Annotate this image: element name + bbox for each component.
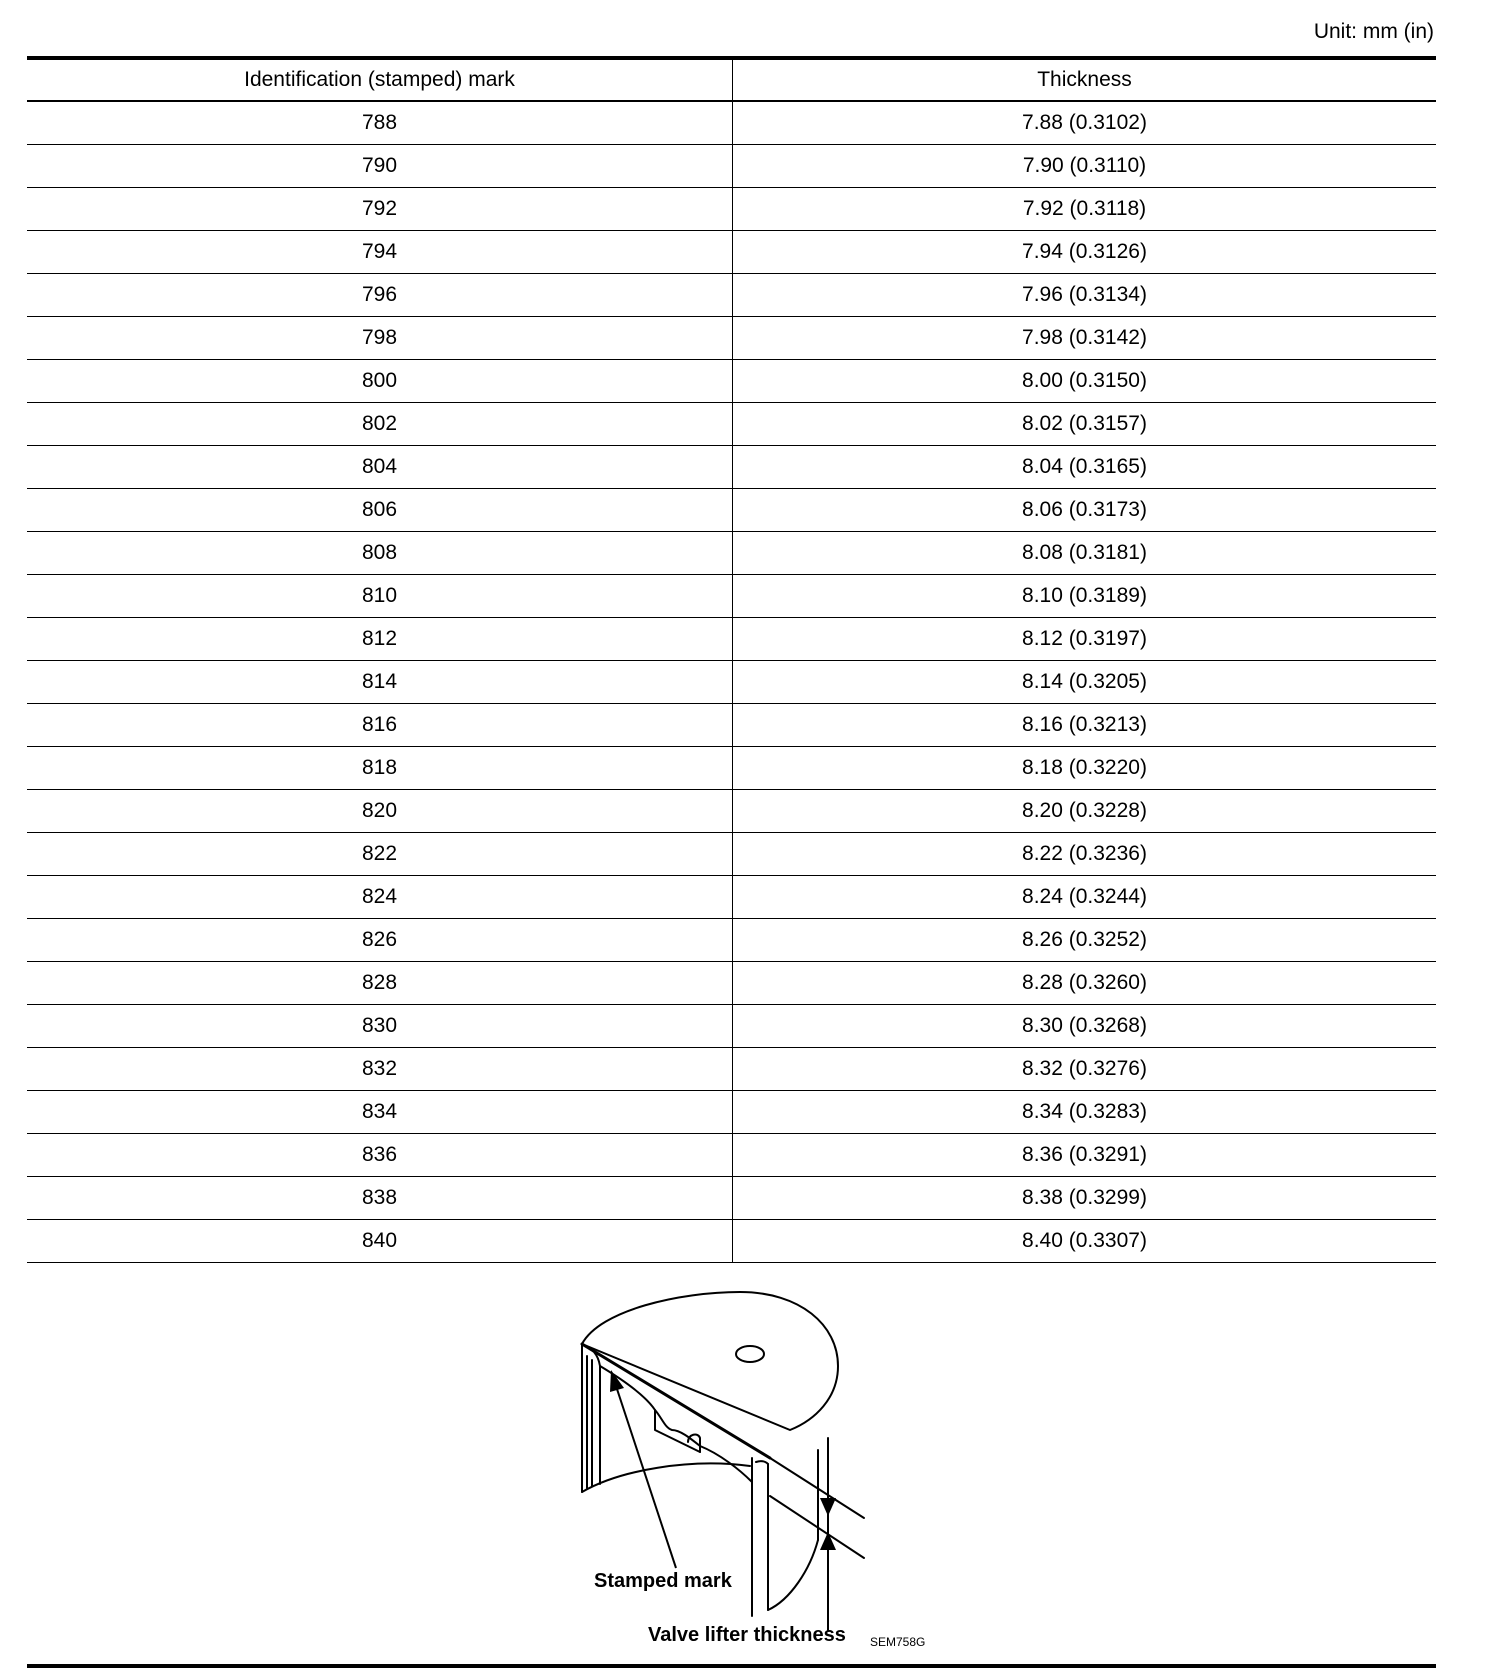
cell-mark: 834	[27, 1091, 733, 1134]
table-row	[27, 532, 1436, 575]
valve-lifter-thickness-table	[27, 56, 1436, 1263]
cell-thickness: 8.22 (0.3236)	[733, 833, 1437, 876]
cell-mark: 806	[27, 489, 733, 532]
cell-thickness: 7.98 (0.3142)	[733, 317, 1437, 360]
cell-mark: 798	[27, 317, 733, 360]
table-row	[27, 618, 1436, 661]
cell-thickness: 8.24 (0.3244)	[733, 876, 1437, 919]
table-row	[27, 747, 1436, 790]
valve-lifter-illustration	[0, 1270, 1504, 1670]
cell-mark: 838	[27, 1177, 733, 1220]
cell-thickness: 8.36 (0.3291)	[733, 1134, 1437, 1177]
cell-mark: 828	[27, 962, 733, 1005]
column-header-mark: Identification (stamped) mark	[27, 58, 733, 101]
table-row	[27, 360, 1436, 403]
valve-lifter-figure	[0, 1270, 1504, 1670]
cell-mark: 836	[27, 1134, 733, 1177]
table-row	[27, 1091, 1436, 1134]
table-row	[27, 101, 1436, 145]
cell-mark: 808	[27, 532, 733, 575]
cell-thickness: 8.26 (0.3252)	[733, 919, 1437, 962]
cell-thickness: 8.32 (0.3276)	[733, 1048, 1437, 1091]
cell-thickness: 8.14 (0.3205)	[733, 661, 1437, 704]
table-row	[27, 317, 1436, 360]
cell-thickness: 8.30 (0.3268)	[733, 1005, 1437, 1048]
cell-mark: 818	[27, 747, 733, 790]
table-row	[27, 833, 1436, 876]
cell-thickness: 8.06 (0.3173)	[733, 489, 1437, 532]
cell-thickness: 8.40 (0.3307)	[733, 1220, 1437, 1263]
cell-mark: 804	[27, 446, 733, 489]
cell-thickness: 8.04 (0.3165)	[733, 446, 1437, 489]
table-row	[27, 231, 1436, 274]
cell-mark: 788	[27, 101, 733, 145]
table-row	[27, 661, 1436, 704]
cell-mark: 820	[27, 790, 733, 833]
cell-mark: 796	[27, 274, 733, 317]
cell-thickness: 8.10 (0.3189)	[733, 575, 1437, 618]
cell-mark: 824	[27, 876, 733, 919]
table-row	[27, 188, 1436, 231]
stamped-mark-label: Stamped mark	[594, 1570, 732, 1592]
table-row	[27, 1048, 1436, 1091]
table-row	[27, 1134, 1436, 1177]
valve-lifter-thickness-label: Valve lifter thickness	[648, 1624, 846, 1646]
cell-thickness: 8.02 (0.3157)	[733, 403, 1437, 446]
cell-mark: 810	[27, 575, 733, 618]
table-body	[27, 101, 1436, 1263]
table-row	[27, 704, 1436, 747]
cell-thickness: 8.20 (0.3228)	[733, 790, 1437, 833]
cell-thickness: 8.00 (0.3150)	[733, 360, 1437, 403]
table-row	[27, 446, 1436, 489]
cell-thickness: 8.18 (0.3220)	[733, 747, 1437, 790]
cell-mark: 826	[27, 919, 733, 962]
table-row	[27, 489, 1436, 532]
cell-mark: 794	[27, 231, 733, 274]
cell-thickness: 8.16 (0.3213)	[733, 704, 1437, 747]
table-row	[27, 274, 1436, 317]
cell-thickness: 7.96 (0.3134)	[733, 274, 1437, 317]
cell-thickness: 8.12 (0.3197)	[733, 618, 1437, 661]
table-row	[27, 962, 1436, 1005]
figure-code: SEM758G	[870, 1635, 926, 1649]
cell-mark: 832	[27, 1048, 733, 1091]
cell-mark: 814	[27, 661, 733, 704]
cell-thickness: 8.38 (0.3299)	[733, 1177, 1437, 1220]
table-row	[27, 876, 1436, 919]
table-row	[27, 575, 1436, 618]
bottom-rule	[27, 1664, 1436, 1668]
cell-mark: 840	[27, 1220, 733, 1263]
cell-thickness: 7.90 (0.3110)	[733, 145, 1437, 188]
table-row	[27, 1005, 1436, 1048]
cell-mark: 816	[27, 704, 733, 747]
column-header-thickness: Thickness	[733, 58, 1437, 101]
table-header-row	[27, 58, 1436, 101]
cell-mark: 830	[27, 1005, 733, 1048]
table-row	[27, 1220, 1436, 1263]
cell-thickness: 7.88 (0.3102)	[733, 101, 1437, 145]
cell-thickness: 8.28 (0.3260)	[733, 962, 1437, 1005]
table-row	[27, 1177, 1436, 1220]
table-row	[27, 145, 1436, 188]
unit-label: Unit: mm (in)	[1313, 20, 1434, 43]
cell-mark: 800	[27, 360, 733, 403]
cell-thickness: 7.92 (0.3118)	[733, 188, 1437, 231]
table-row	[27, 403, 1436, 446]
cell-mark: 812	[27, 618, 733, 661]
cell-mark: 822	[27, 833, 733, 876]
table-row	[27, 919, 1436, 962]
cell-mark: 792	[27, 188, 733, 231]
cell-mark: 790	[27, 145, 733, 188]
table-row	[27, 790, 1436, 833]
cell-thickness: 7.94 (0.3126)	[733, 231, 1437, 274]
cell-thickness: 8.08 (0.3181)	[733, 532, 1437, 575]
cell-thickness: 8.34 (0.3283)	[733, 1091, 1437, 1134]
cell-mark: 802	[27, 403, 733, 446]
